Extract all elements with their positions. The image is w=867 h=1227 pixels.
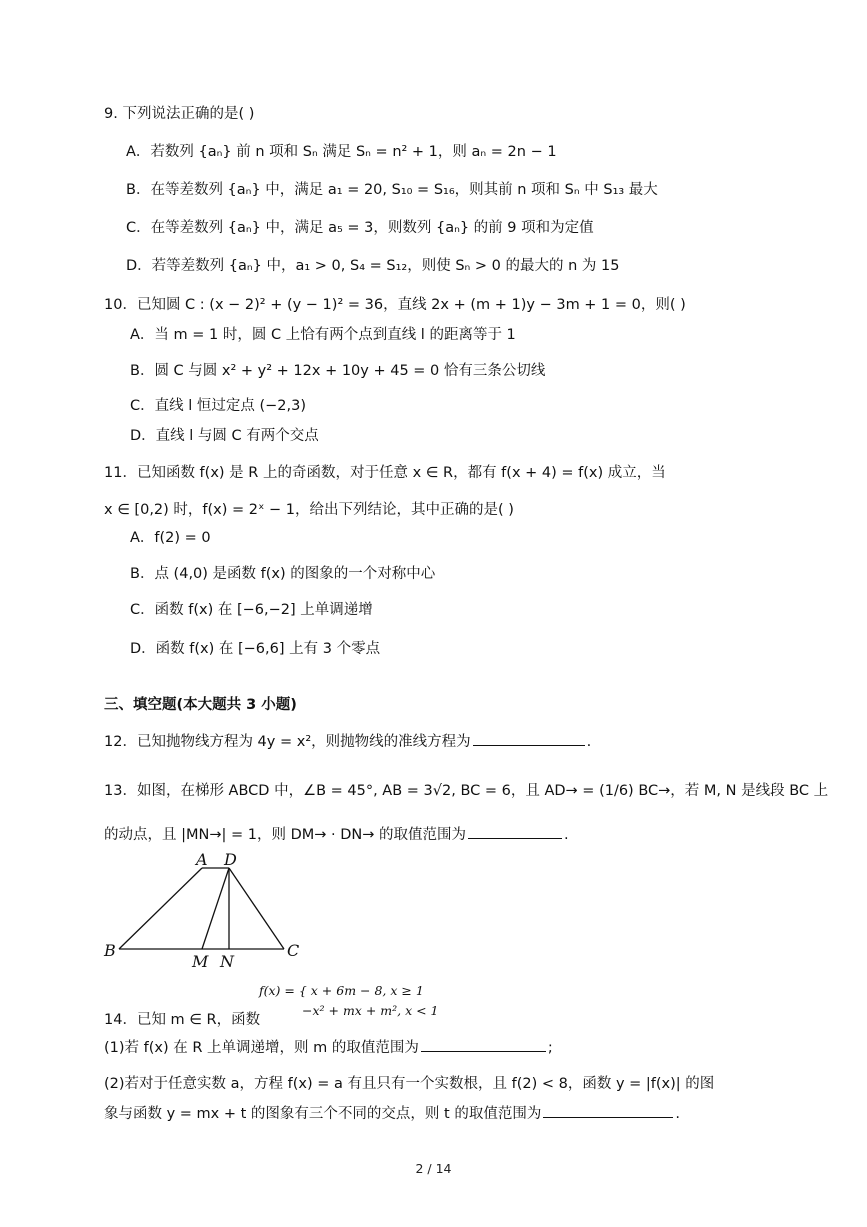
label-M: M [192,952,209,971]
q11-option-d: D．函数 f(x) 在 [−6,6] 上有 3 个零点 [130,641,381,657]
q14-part1-text: (1)若 f(x) 在 R 上单调递增，则 m 的取值范围为 [104,1040,419,1056]
label-N: N [220,952,234,971]
q11-option-c: C．函数 f(x) 在 [−6,−2] 上单调递增 [130,602,373,618]
q13-text2: 的动点，且 |MN→| = 1，则 DM→ · DN→ 的取值范围为 [104,827,467,843]
q9-option-a: A．若数列 {aₙ} 前 n 项和 Sₙ 满足 Sₙ = n² + 1，则 aₙ = 2n − 1 [126,144,557,160]
q9-option-c: C．在等差数列 {aₙ} 中，满足 a₅ = 3，则数列 {aₙ} 的前 9 项和为定值 [126,220,594,236]
q11-stem-line1: 11．已知函数 f(x) 是 R 上的奇函数，对于任意 x ∈ R，都有 f(x + 4) = f(x) 成立，当 [104,465,666,481]
q14-part2-blank[interactable] [543,1103,673,1118]
q11-stem-line2: x ∈ [0,2) 时，f(x) = 2ˣ − 1，给出下列结论，其中正确的是( ) [104,502,514,518]
page-number: 2 / 14 [415,1161,452,1176]
q13-answer-blank[interactable] [468,824,562,839]
q14-part2-text: 象与函数 y = mx + t 的图象有三个不同的交点，则 t 的取值范围为 [104,1106,542,1122]
q9-stem: 9. 下列说法正确的是( ) [104,106,255,122]
q12-text: 12．已知抛物线方程为 4y = x²，则抛物线的准线方程为 [104,734,471,750]
q12-line [104,731,591,752]
label-B: B [104,941,116,960]
q14-part1 [104,1037,553,1058]
q10-stem: 10．已知圆 C : (x − 2)² + (y − 1)² = 36，直线 2x + (m + 1)y − 3m + 1 = 0，则( ) [104,297,686,313]
q14-piece-2: −x² + mx + m², x < 1 [302,1003,439,1018]
q14-part2-line2 [104,1103,680,1124]
section-heading: 三、填空题(本大题共 3 小题) [104,697,297,713]
q13-line1: 13．如图，在梯形 ABCD 中，∠B = 45°, AB = 3√2, BC = 6，且 AD→ = (1/6) BC→，若 M, N 是线段 BC 上 [104,783,829,799]
q13-end: . [564,827,569,843]
q14-stem: 14．已知 m ∈ R，函数 [104,1012,261,1028]
q14-part2-end: . [675,1106,680,1122]
q12-end: . [586,734,592,750]
q10-option-d: D．直线 l 与圆 C 有两个交点 [130,428,319,444]
label-C: C [287,941,300,960]
q10-option-b: B．圆 C 与圆 x² + y² + 12x + 10y + 45 = 0 恰有三条公切线 [130,363,546,379]
q11-option-a: A．f(2) = 0 [130,530,211,546]
q14-part2-line1: (2)若对于任意实数 a，方程 f(x) = a 有且只有一个实数根，且 f(2) < 8，函数 y = |f(x)| 的图 [104,1076,715,1092]
q14-part1-end: ; [547,1040,553,1056]
q11-option-b: B．点 (4,0) 是函数 f(x) 的图象的一个对称中心 [130,566,436,582]
label-D: D [224,850,237,869]
q9-option-d: D．若等差数列 {aₙ} 中，a₁ > 0, S₄ = S₁₂，则使 Sₙ > 0 的最大的 n 为 15 [126,258,620,274]
q12-answer-blank[interactable] [473,731,585,746]
q14-part1-blank[interactable] [421,1037,546,1052]
q9-option-b: B．在等差数列 {aₙ} 中，满足 a₁ = 20, S₁₀ = S₁₆，则其前 n 项和 Sₙ 中 S₁₃ 最大 [126,182,658,198]
q13-line2 [104,824,569,845]
trapezoid-figure [98,848,308,972]
q10-option-c: C．直线 l 恒过定点 (−2,3) [130,398,307,414]
label-A: A [196,850,208,869]
q14-piece-1: f(x) = { x + 6m − 8, x ≥ 1 [259,983,424,998]
q10-option-a: A．当 m = 1 时，圆 C 上恰有两个点到直线 l 的距离等于 1 [130,327,516,343]
